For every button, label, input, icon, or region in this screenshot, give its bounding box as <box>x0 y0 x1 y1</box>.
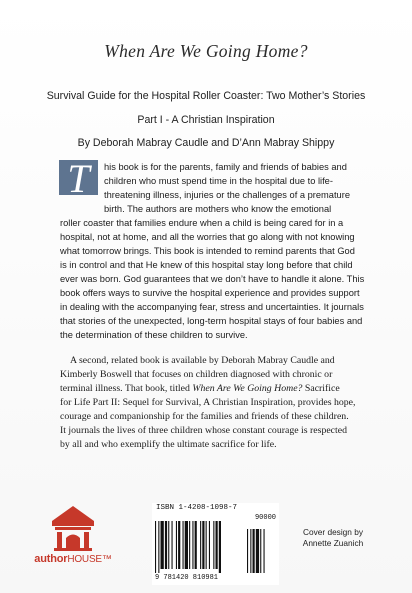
blurb-line: hospital, not at home, and all the worries that go along with not knowing <box>60 232 355 242</box>
related-book-title: When Are We Going Home? <box>192 383 303 394</box>
blurb-line: book offers ways to survive the hospital experience and provides support <box>60 288 360 298</box>
book-authors: By Deborah Mabray Caudle and D’Ann Mabray Shippy <box>77 137 335 149</box>
blurb-line: that stories of the unexpected, long-term hospital stays of four babies and <box>60 316 363 326</box>
blurb-line: by all and who exemplify the ultimate sacrifice for life. <box>60 439 277 450</box>
blurb-line: the determination of these children to survive. <box>60 330 248 340</box>
blurb-paragraph-1 <box>60 155 365 342</box>
publisher-logo <box>33 505 113 570</box>
blurb-line <box>60 382 360 396</box>
book-subtitle: Survival Guide for the Hospital Roller Coaster: Two Mother’s Stories <box>46 90 366 102</box>
blurb-line: his book is for the parents, family and friends of babies and <box>104 162 347 172</box>
blurb-line: courage and companionship for the families and friends of these children. <box>60 411 349 422</box>
isbn-barcode <box>152 503 279 585</box>
publisher-name <box>33 553 113 565</box>
publisher-name-rest: HOUSE™ <box>67 554 112 565</box>
blurb-line: threatening illness, injuries or the challenges of a premature <box>104 190 350 200</box>
blurb-line: roller coaster that families endure when a child is being cared for in a <box>60 218 344 228</box>
barcode-bars <box>155 521 276 573</box>
blurb-line: A second, related book is available by Deborah Mabray Caudle and <box>70 355 335 366</box>
blurb-line: in dealing with the accompanying fear, stress and uncertainties. It journals <box>60 302 364 312</box>
blurb-line: ever was born. God guarantees that we don’t have to handle it alone. This <box>60 274 365 284</box>
blurb-paragraph-2 <box>60 354 360 452</box>
blurb-line: birth. The authors are mothers who know the emotional <box>104 204 332 214</box>
isbn-text: ISBN 1-4208-1098-7 <box>156 504 238 512</box>
blurb-line: children who must spend time in the hospital due to life- <box>104 176 333 186</box>
blurb-line: what tomorrow brings. This book is intended to remind parents that God <box>60 246 355 256</box>
price-code: 90000 <box>254 514 276 522</box>
blurb-line: for Life Part II: Sequel for Survival, A Christian Inspiration, provides hope, <box>60 397 356 408</box>
blurb-text: terminal illness. That book, titled <box>60 383 193 394</box>
ean-number: 9 781420 810981 <box>155 574 219 582</box>
book-part: Part I - A Christian Inspiration <box>137 114 275 126</box>
book-title: When Are We Going Home? <box>104 41 308 61</box>
house-icon <box>51 505 95 551</box>
publisher-name-bold: author <box>34 553 68 565</box>
blurb-line: is in control and that He knew of this hospital stay long before that child <box>60 260 353 270</box>
blurb-line: Kimberly Boswell that focuses on children diagnosed with chronic or <box>60 369 333 380</box>
dropcap-letter: T <box>67 155 90 201</box>
blurb-line: It journals the lives of three children whose constant courage is respected <box>60 425 348 436</box>
cover-credit-line1: Cover design by <box>303 527 363 537</box>
cover-credit-line2: Annette Zuanich <box>302 538 364 548</box>
cover-credit <box>293 527 373 549</box>
blurb-text: Sacrifice <box>302 383 340 394</box>
